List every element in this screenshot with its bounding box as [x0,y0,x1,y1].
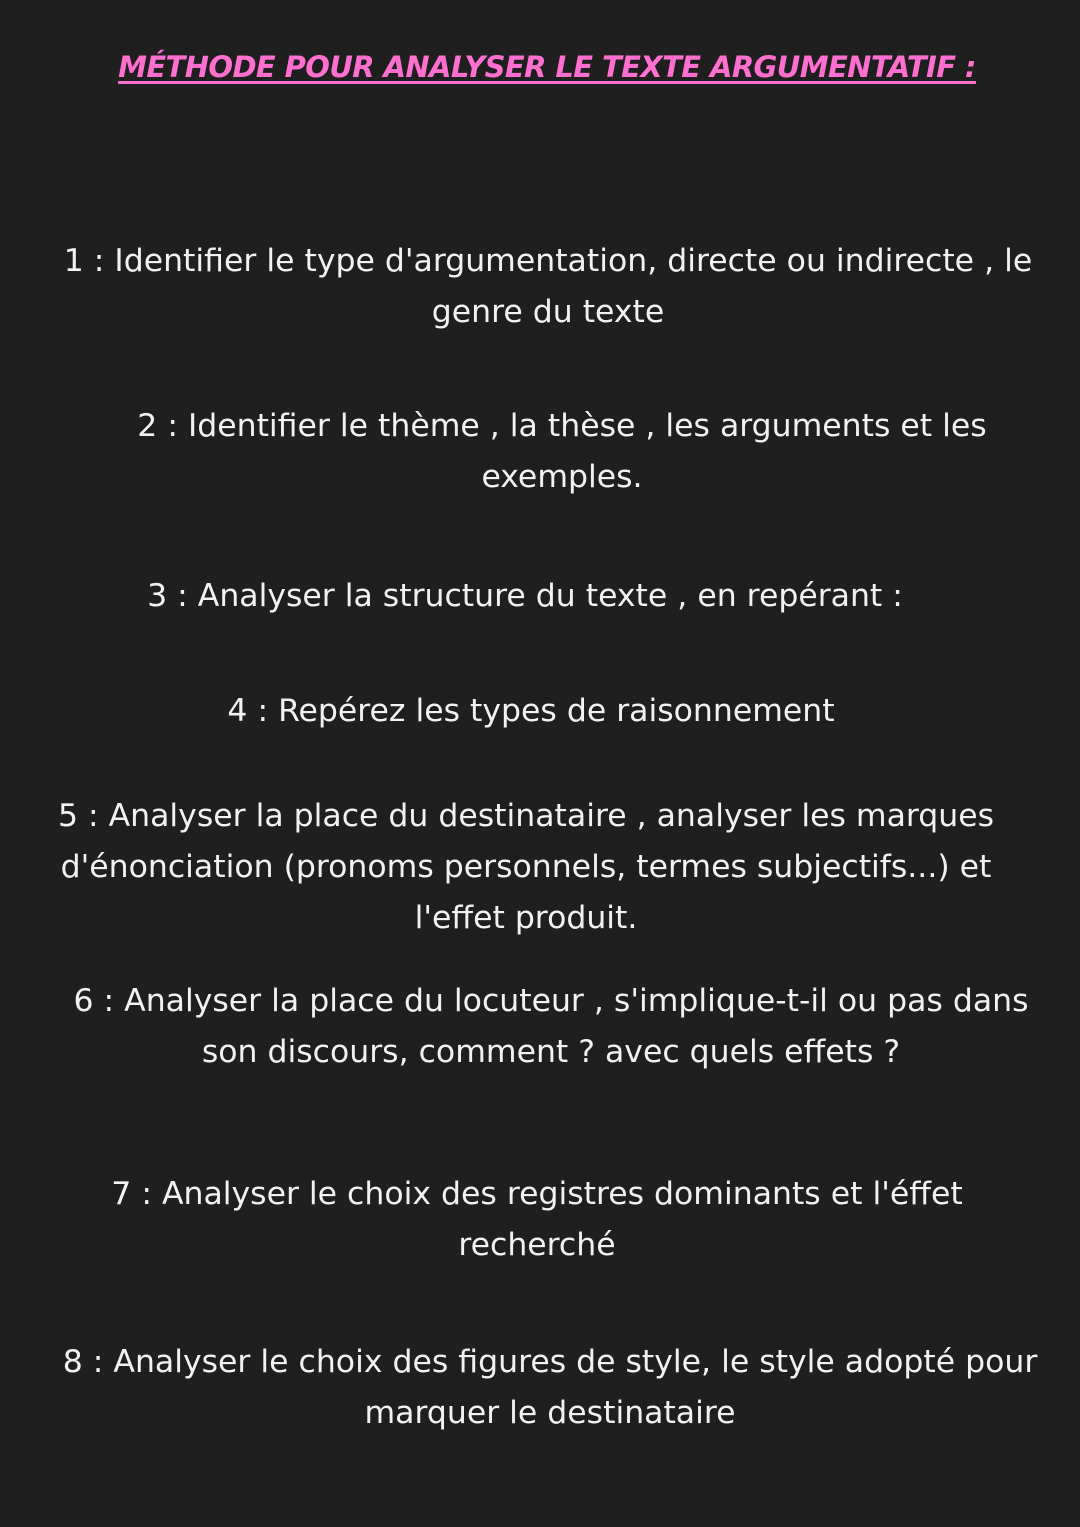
step-2-line-2: exemples. [481,459,643,495]
step-8-line-2: marquer le destinataire [364,1395,736,1431]
step-5-line-2: d'énonciation (pronoms personnels, termes subjectifs...) et [60,849,992,885]
step-3 [120,571,930,622]
step-2 [110,401,1014,503]
step-5 [24,791,1028,944]
step-4 [200,686,862,737]
step-6-line-1: 6 : Analyser la place du locuteur , s'implique-t-il ou pas dans [73,983,1029,1019]
step-1-line-2: genre du texte [431,294,665,330]
step-7-line-1: 7 : Analyser le choix des registres dominants et l'éffet [111,1176,963,1212]
step-4-line-1: 4 : Repérez les types de raisonnement [227,693,835,729]
step-7 [80,1169,994,1271]
step-2-line-1: 2 : Identifier le thème , la thèse , les arguments et les [137,408,987,444]
step-8 [32,1337,1068,1439]
page-title: MÉTHODE POUR ANALYSER LE TEXTE ARGUMENTATIF : [118,50,976,84]
step-8-line-1: 8 : Analyser le choix des figures de style, le style adopté pour [62,1344,1038,1380]
step-5-line-3: l'effet produit. [414,900,638,936]
step-6 [40,976,1062,1078]
step-3-line-1: 3 : Analyser la structure du texte , en repérant : [147,578,903,614]
step-1-line-1: 1 : Identifier le type d'argumentation, directe ou indirecte , le [63,243,1033,279]
step-1 [32,236,1064,338]
step-5-line-1: 5 : Analyser la place du destinataire , analyser les marques [57,798,995,834]
step-7-line-2: recherché [458,1227,616,1263]
step-6-line-2: son discours, comment ? avec quels effets ? [201,1034,901,1070]
